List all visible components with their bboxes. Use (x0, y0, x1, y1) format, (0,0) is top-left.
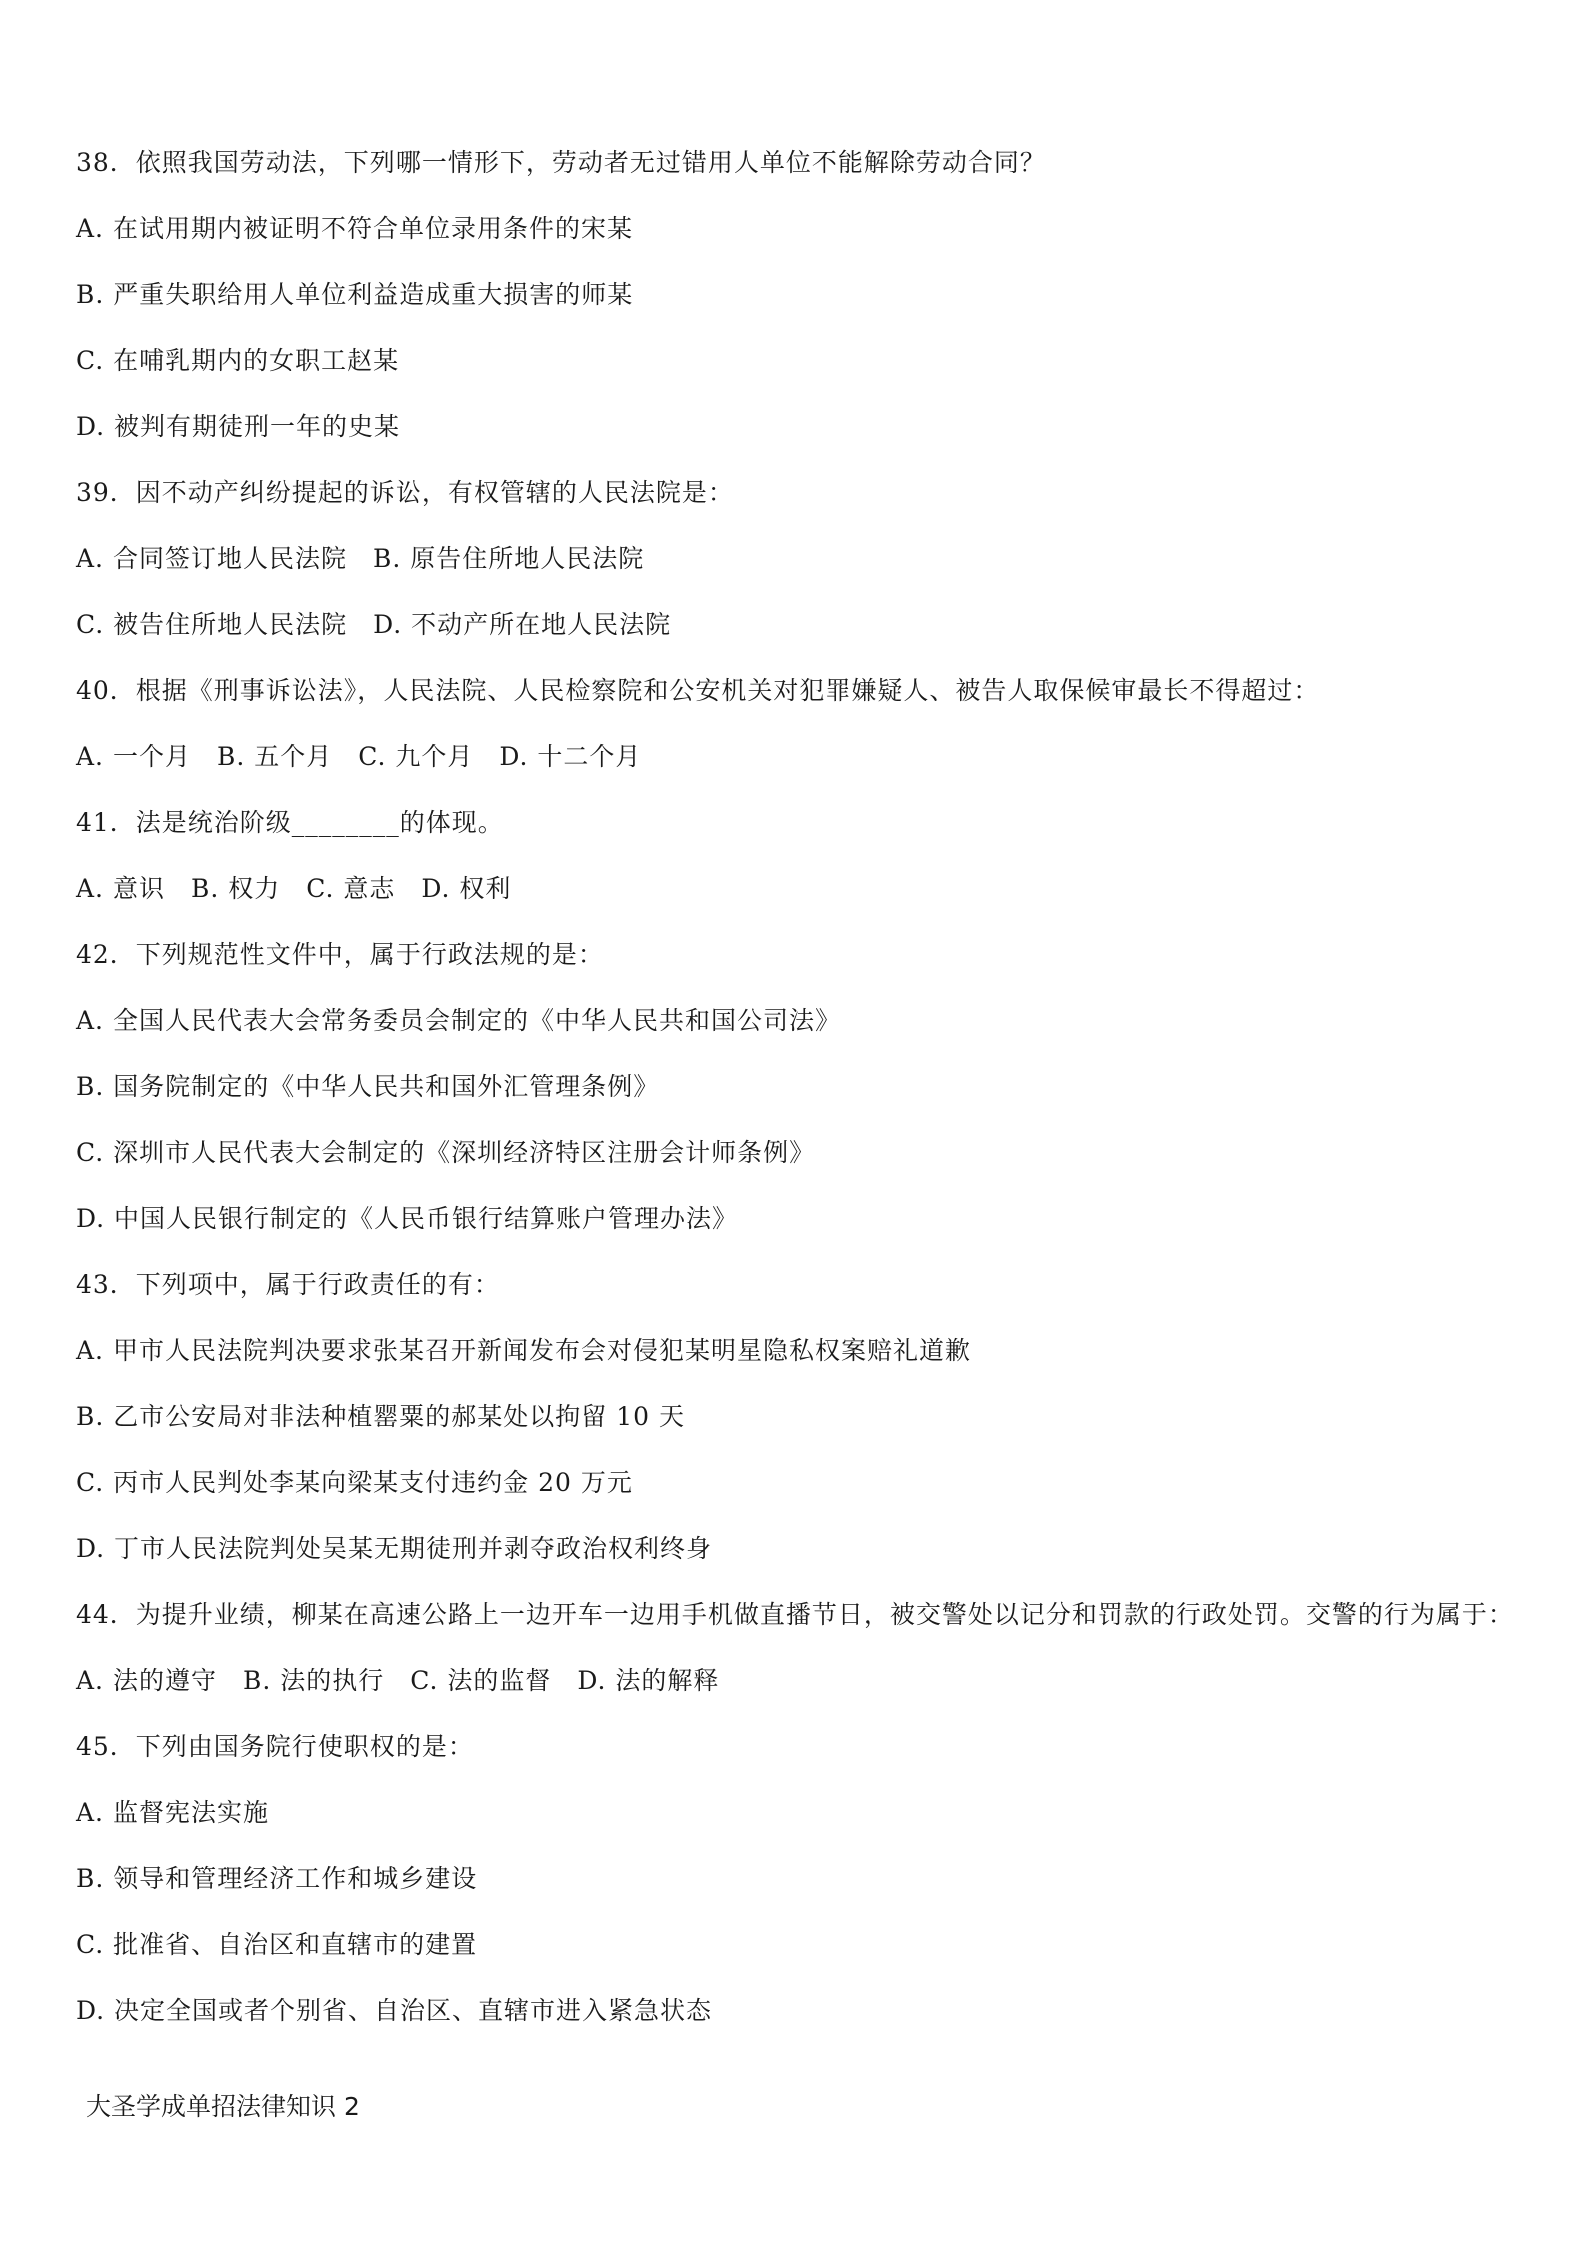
question-45-option-a: A. 监督宪法实施 (76, 1798, 269, 1827)
question-42-option-a: A. 全国人民代表大会常务委员会制定的《中华人民共和国公司法》 (76, 1006, 841, 1035)
question-39-options-ab: A. 合同签订地人民法院 B. 原告住所地人民法院 (76, 544, 645, 573)
page-footer: 大圣学成单招法律知识 2 (86, 2092, 360, 2121)
question-39-options-cd: C. 被告住所地人民法院 D. 不动产所在地人民法院 (76, 610, 672, 639)
question-39-stem: 39．因不动产纠纷提起的诉讼，有权管辖的人民法院是： (76, 478, 734, 507)
question-38-option-c: C. 在哺乳期内的女职工赵某 (76, 346, 400, 375)
question-45-option-b: B. 领导和管理经济工作和城乡建设 (76, 1864, 478, 1893)
question-38-option-d: D. 被判有期徒刑一年的史某 (76, 412, 401, 441)
question-41-options: A. 意识 B. 权力 C. 意志 D. 权利 (76, 874, 512, 903)
question-42-stem: 42．下列规范性文件中，属于行政法规的是： (76, 940, 604, 969)
question-42-option-b: B. 国务院制定的《中华人民共和国外汇管理条例》 (76, 1072, 660, 1101)
question-43-option-d: D. 丁市人民法院判处吴某无期徒刑并剥夺政治权利终身 (76, 1534, 713, 1563)
question-43-option-c: C. 丙市人民判处李某向梁某支付违约金 20 万元 (76, 1468, 633, 1497)
question-list (76, 146, 1516, 2060)
question-42-option-d: D. 中国人民银行制定的《人民币银行结算账户管理办法》 (76, 1204, 739, 1233)
question-38-option-a: A. 在试用期内被证明不符合单位录用条件的宋某 (76, 214, 633, 243)
question-38-option-b: B. 严重失职给用人单位利益造成重大损害的师某 (76, 280, 634, 309)
question-44-options: A. 法的遵守 B. 法的执行 C. 法的监督 D. 法的解释 (76, 1666, 720, 1695)
question-40-options: A. 一个月 B. 五个月 C. 九个月 D. 十二个月 (76, 742, 642, 771)
question-38-stem: 38．依照我国劳动法，下列哪一情形下，劳动者无过错用人单位不能解除劳动合同？ (76, 148, 1046, 177)
question-43-option-a: A. 甲市人民法院判决要求张某召开新闻发布会对侵犯某明星隐私权案赔礼道歉 (76, 1336, 971, 1365)
question-43-option-b: B. 乙市公安局对非法种植罂粟的郝某处以拘留 10 天 (76, 1402, 685, 1431)
question-41-stem: 41．法是统治阶级________的体现。 (76, 808, 504, 837)
question-45-option-d: D. 决定全国或者个别省、自治区、直辖市进入紧急状态 (76, 1996, 713, 2025)
question-44-stem: 44．为提升业绩，柳某在高速公路上一边开车一边用手机做直播节日，被交警处以记分和罚款的行政处罚。交警的行为属于： (76, 1600, 1514, 1629)
question-45-option-c: C. 批准省、自治区和直辖市的建置 (76, 1930, 478, 1959)
question-45-stem: 45．下列由国务院行使职权的是： (76, 1732, 474, 1761)
question-42-option-c: C. 深圳市人民代表大会制定的《深圳经济特区注册会计师条例》 (76, 1138, 816, 1167)
question-43-stem: 43．下列项中，属于行政责任的有： (76, 1270, 500, 1299)
question-40-stem: 40．根据《刑事诉讼法》，人民法院、人民检察院和公安机关对犯罪嫌疑人、被告人取保候审最长不得超过： (76, 676, 1320, 705)
